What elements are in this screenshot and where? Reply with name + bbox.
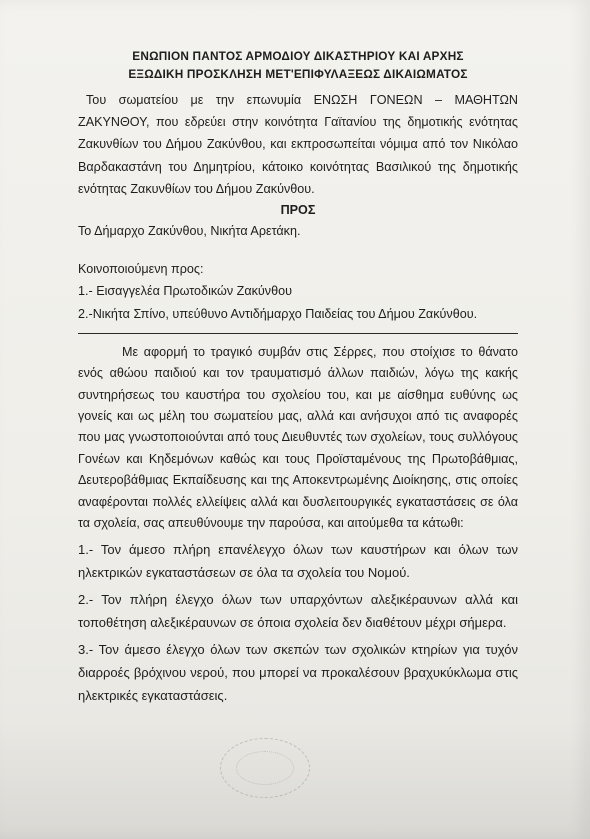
cc-item-1: 1.- Εισαγγελέα Πρωτοδικών Ζακύνθου [78, 284, 292, 299]
title-line-1: ΕΝΩΠΙΟΝ ΠΑΝΤΟΣ ΑΡΜΟΔΙΟΥ ΔΙΚΑΣΤΗΡΙΟΥ ΚΑΙ ΑΡΧΗΣ [132, 49, 464, 63]
request-item-2: 2.- Τον πλήρη έλεγχο όλων των υπαρχόντων αλεξικέραυνων αλλά και τοποθέτηση αλεξικέραυνων σε όποια σχολεία δεν διαθέτουν μέχρι σήμερα. [78, 592, 518, 631]
intro-paragraph: Του σωματείου με την επωνυμία ΕΝΩΣΗ ΓΟΝΕΩΝ – ΜΑΘΗΤΩΝ ΖΑΚΥΝΘΟΥ, που εδρεύει στην κοινότητα Γαϊτανίου της δημοτικής ενότητας Ζακυνθίων του Δήμου Ζακύνθου, και εκπροσωπείται νόμιμα από τον Νικόλαο Βαρδακαστάνη του Δημητρίου, κάτοικο κοινότητας Βασιλικού της δημοτικής ενότητας Ζακυνθίων του Δήμου Ζακύνθου. [78, 93, 518, 196]
spacer [78, 242, 518, 258]
separator-line [78, 333, 518, 334]
cc-item-2: 2.-Νικήτα Σπίνο, υπεύθυνο Αντιδήμαρχο Παιδείας του Δήμου Ζακύνθου. [78, 306, 478, 321]
recipient-text: Το Δήμαρχο Ζακύνθου, Νικήτα Αρετάκη. [78, 224, 301, 239]
request-item-3: 3.- Τον άμεσο έλεγχο όλων των σκεπών των σχολικών κτηρίων για τυχόν διαρροές βρόχινου νερού, που μπορεί να προκαλέσουν βραχυκύκλωμα στις ηλεκτρικές εγκαταστάσεις. [78, 642, 518, 704]
recipient-heading: ΠΡΟΣ [280, 203, 316, 218]
body-paragraph: Με αφορμή το τραγικό συμβάν στις Σέρρες, που στοίχισε το θάνατο ενός αθώου παιδιού και τον τραυματισμό άλλων παιδιών, λόγω της κακής συντηρήσεως του καυστήρα του σχολείου του, και με αίσθημα ευθύνης ως γονείς και ως μέλη του σωματείου μας, αλλά και ανήσυχοι από τις αναφορές που μας γνωστοποιούνται από τους Διευθυντές των σχολείων, τους συλλόγους Γονέων και Κηδεμόνων καθώς και τους Προϊσταμένους της Πρωτοβάθμιας, Δευτεροβάθμιας Εκπαίδευσης και της Αποκεντρωμένης Διοίκησης, στις οποίες αναφέρονται πολλές ελλείψεις αλλά και δυσλειτουργικές εγκαταστάσεις σε όλα τα σχολεία, σας απευθύνουμε την παρούσα, και αιτούμεθα τα κάτωθι: [78, 344, 518, 531]
cc-heading: Κοινοποιούμενη προς: [78, 262, 204, 277]
document-body [78, 48, 518, 707]
faded-stamp-inner [236, 751, 294, 785]
request-item-1: 1.- Τον άμεσο πλήρη επανέλεγχο όλων των καυστήρων και όλων των ηλεκτρικών εγκαταστάσεων σε όλα τα σχολεία του Νομού. [78, 542, 518, 581]
title-line-2: ΕΞΩΔΙΚΗ ΠΡΟΣΚΛΗΣΗ ΜΕΤ'ΕΠΙΦΥΛΑΞΕΩΣ ΔΙΚΑΙΩΜΑΤΟΣ [128, 66, 468, 81]
